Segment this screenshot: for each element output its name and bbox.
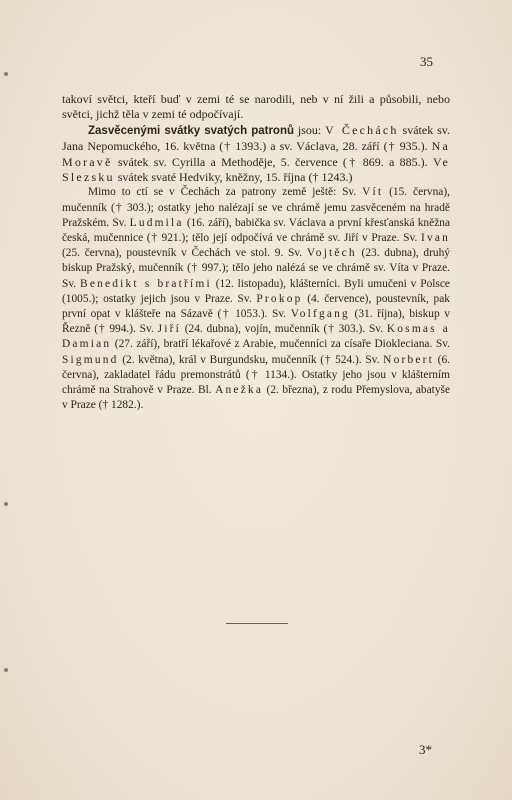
region-silesia: Ve Slezsku	[62, 154, 450, 185]
saint-name: Vít	[362, 186, 384, 199]
body-text	[62, 92, 450, 413]
saint-name: Volfgang	[290, 308, 350, 321]
region-moravia: Na Moravě	[62, 139, 450, 169]
saint-name: Ivan	[420, 232, 450, 245]
printer-signature-mark: 3*	[419, 742, 432, 757]
saint-name: Kosmas a Damian	[62, 323, 450, 351]
edge-speck	[4, 668, 8, 672]
section-divider	[226, 623, 288, 624]
saint-name: Vojtěch	[306, 247, 357, 260]
region-bohemia: V Čechách	[325, 122, 399, 137]
saint-name: Anežka	[215, 384, 264, 397]
saint-name: Benedikt s bratřími	[80, 277, 212, 290]
edge-speck	[4, 72, 8, 76]
saint-name: Sigmund	[62, 353, 119, 366]
section-heading: Zasvěcenými svátky svatých patronů	[88, 124, 294, 137]
saint-name: Prokop	[256, 292, 303, 305]
page-number: 35	[420, 54, 433, 69]
saint-name: Norbert	[383, 353, 434, 366]
edge-speck	[4, 502, 8, 506]
paragraph-patrons: Mimo to ctí se v Čechách za patrony země ještě: Sv. Vít (15. června), mučenník († 303.); ostatky jeho nalézají se ve chrámě jemu zasvěceném na hradě Pražském. Sv. Ludmila (16. září), babička sv. Václava a první křesťanská kněžna česká, mučennice († 921.); tělo její odpočívá ve chrámě sv. Jiří v Praze. Sv. Ivan (25. června), poustevník v Čechách ve stol. 9. Sv. Vojtěch (23. dubna), druhý biskup Pražský, mučenník († 997.); tělo jeho nalézá se ve chrámě sv. Víta v Praze. Sv. Benedikt s bratřími (12. listopadu), klášterníci. Byli umučeni v Polsce (1005.); ostatky jejich jsou v Praze. Sv. Prokop (4. července), poustevník, pak první opat v klášteře na Sázavě († 1053.). Sv. Volfgang (31. října), biskup v Řezně († 994.). Sv. Jiří (24. dubna), vojín, mučenník († 303.). Sv. Kosmas a Damian (27. září), bratří lékařové z Arabie, mučenníci za císaře Diokleciana. Sv. Sigmund (2. května), král v Burgundsku, mučenník († 524.). Sv. Norbert (6. června), zakladatel řádu premonstrátů († 1134.). Ostatky jeho jsou v klášterním chrámě na Strahově v Praze. Bl. Anežka (2. března), z rodu Přemyslova, abatyše v Praze († 1282.).	[62, 186, 451, 412]
paragraph-intro: takoví světci, kteří buď v zemi té se narodili, neb v ní žili a působili, nebo světci, jichž těla v zemi té odpočívají.	[62, 92, 450, 122]
saint-name: Ludmila	[129, 216, 184, 229]
paragraph-feast-days: Zasvěcenými svátky svatých patronů jsou: V Čechách svátek sv. Jana Nepomuckého, 16. května († 1393.) a sv. Václava, 28. září († 935.). Na Moravě svátek sv. Cyrilla a Methoděje, 5. července († 869. a 885.). Ve Slezsku svátek svaté Hedviky, kněžny, 15. října († 1243.)	[62, 122, 450, 185]
saint-name: Jiří	[157, 323, 181, 336]
